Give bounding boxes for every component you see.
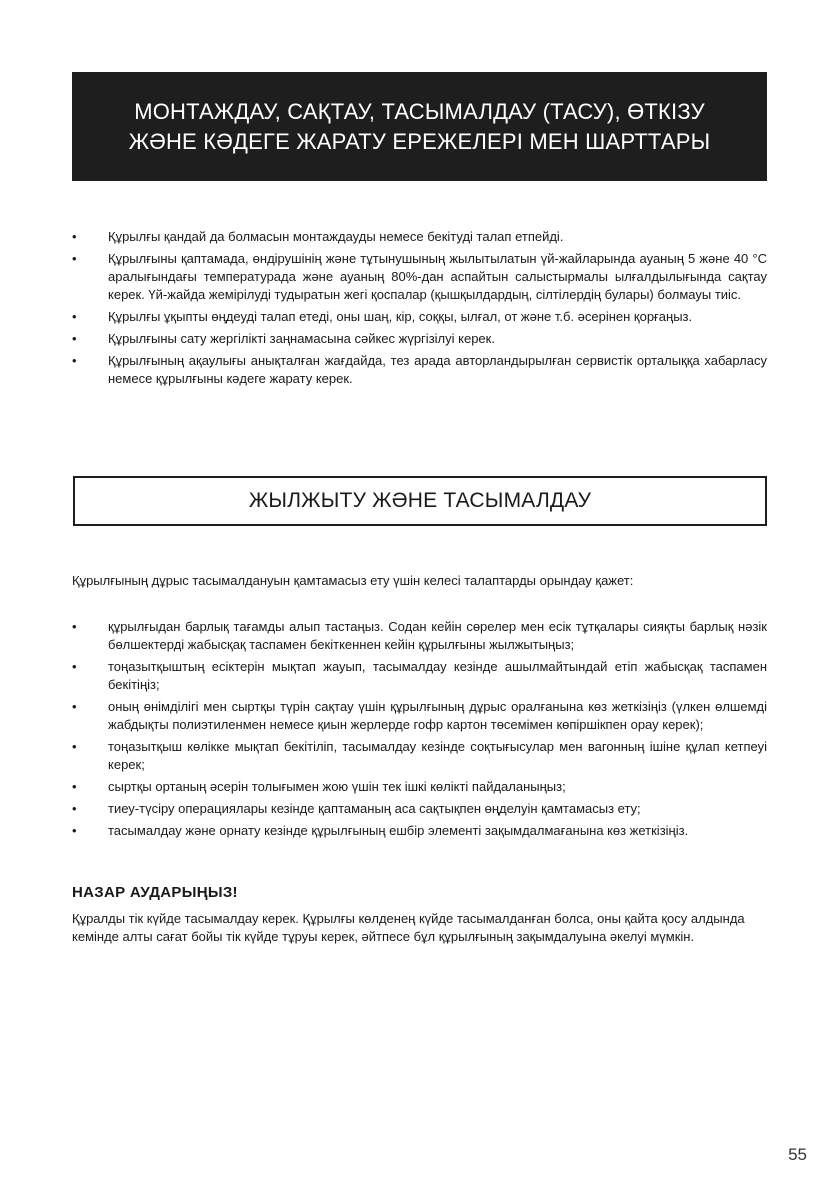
header-line-1: МОНТАЖДАУ, САҚТАУ, ТАСЫМАЛДАУ (ТАСУ), ӨТКІЗУ [134,98,705,124]
transport-rules-list [72,618,767,844]
list-item: • тиеу-түсіру операциялары кезінде қаптаманың аса сақтықпен өңделуін қамтамасыз ету; [72,800,767,818]
list-item: • Құрылғыны қаптамада, өндірушінің және тұтынушының жылытылатын үй-жайларында ауаның 5 және 40 °С аралығындағы температурада және ауаның 80%-дан аспайтын салыстырмалы ылғалдылығында сақтау керек. Үй-жайда жемірілуді тудыратын жегі қоспалар (қышқылдардың, сілтілердің булары) болмауы тиіс. [72,250,767,304]
list-item: • Құрылғының ақаулығы анықталған жағдайда, тез арада авторландырылған сервистік орталыққа хабарласу немесе құрылғыны кәдеге жарату керек. [72,352,767,388]
list-item: • Құрылғыны сату жергілікті заңнамасына сәйкес жүргізілуі керек. [72,330,767,348]
page-number: 55 [788,1145,807,1164]
list-item: • тоңазытқыш көлікке мықтап бекітіліп, тасымалдау кезінде соқтығысулар мен вагонның ішіне құлап кетпеуі керек; [72,738,767,774]
list-item: • оның өнімділігі мен сыртқы түрін сақтау үшін құрылғының дұрыс оралғанына көз жеткізіңіз (үлкен өлшемді жабдықты полиэтиленмен немесе қиын жерлерде гофр картон төсемімен көпіршікпен орау керек); [72,698,767,734]
list-item: • Құрылғы ұқыпты өңдеуді талап етеді, оны шаң, кір, соққы, ылғал, от және т.б. әсерінен қорғаңыз. [72,308,767,326]
section-header-banner [72,72,767,181]
transport-intro: Құрылғының дұрыс тасымалдануын қамтамасыз ету үшін келесі талаптарды орындау қажет: [72,573,634,588]
warning-title: НАЗАР АУДАРЫҢЫЗ! [72,884,238,901]
list-item: • Құрылғы қандай да болмасын монтаждауды немесе бекітуді талап етпейді. [72,228,767,246]
storage-rules-list [72,228,767,392]
header-line-2: ЖӘНЕ КӘДЕГЕ ЖАРАТУ ЕРЕЖЕЛЕРІ МЕН ШАРТТАРЫ [128,128,711,154]
list-item: • тоңазытқыштың есіктерін мықтап жауып, тасымалдау кезінде ашылмайтындай етіп жабысқақ таспамен бекітіңіз; [72,658,767,694]
section-title-transport: ЖЫЛЖЫТУ ЖӘНЕ ТАСЫМАЛДАУ [73,476,767,526]
list-item: • құрылғыдан барлық тағамды алып тастаңыз. Содан кейін сөрелер мен есік тұтқалары сияқты барлық нәзік бөлшектерді жабысқақ таспамен бекіткеннен кейін құрылғыны жылжытыңыз; [72,618,767,654]
list-item: • тасымалдау және орнату кезінде құрылғының ешбір элементі зақымдалмағанына көз жеткізіңіз. [72,822,767,840]
list-item: • сыртқы ортаның әсерін толығымен жою үшін тек ішкі көлікті пайдаланыңыз; [72,778,767,796]
warning-body: Құралды тік күйде тасымалдау керек. Құрылғы көлденең күйде тасымалданған болса, оны қайта қосу алдында кемінде алты сағат бойы тік күйде тұруы керек, әйтпесе бұл құрылғының зақымдалуына әкелуі мүмкін. [72,911,745,944]
